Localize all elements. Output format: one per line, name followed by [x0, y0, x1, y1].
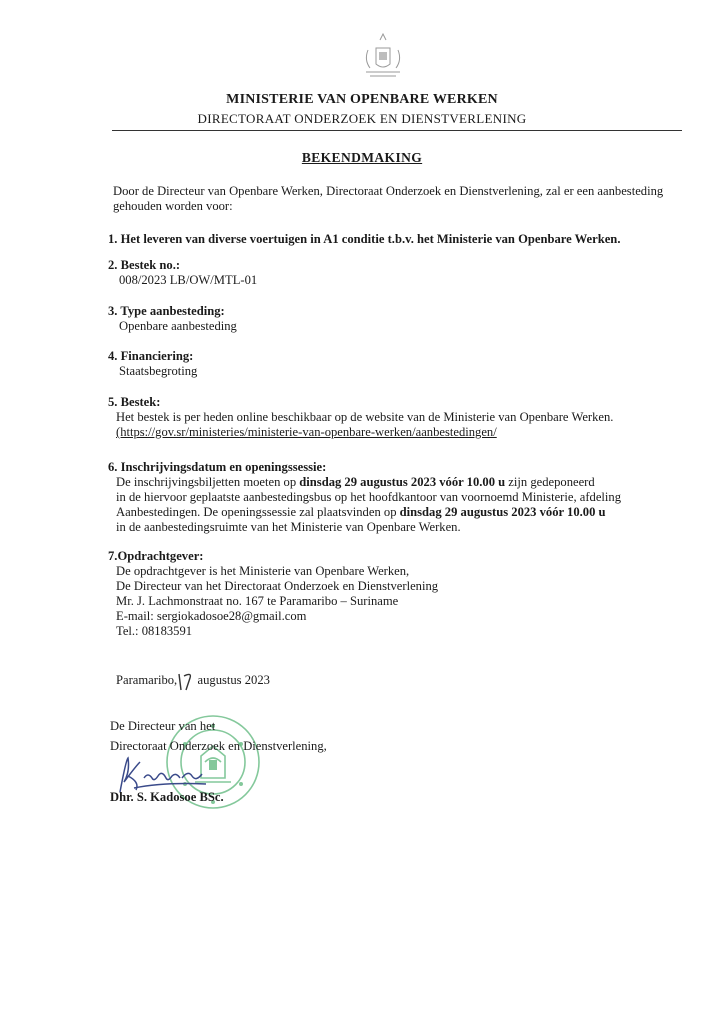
header-divider: [112, 130, 682, 131]
section-4-body: Staatsbegroting: [119, 364, 198, 378]
notice-title: BEKENDMAKING: [301, 150, 423, 165]
section-6-line-3: [108, 505, 688, 520]
section-4-financing: [108, 349, 688, 379]
section-6-text: Aanbestedingen. De openingssessie zal plaatsvinden op: [116, 505, 400, 519]
section-5-specification: [108, 395, 688, 440]
section-3-body: Openbare aanbesteding: [119, 319, 237, 333]
section-2-body: 008/2023 LB/OW/MTL-01: [119, 273, 258, 287]
place-text: Paramaribo,: [116, 673, 181, 687]
date-text: augustus 2023: [194, 673, 270, 687]
section-3-title: 3. Type aanbesteding:: [108, 304, 225, 318]
section-6-line-4: in de aanbestedingsruimte van het Ministerie van Openbare Werken.: [116, 520, 461, 534]
section-6-line-2: in de hiervoor geplaatste aanbestedingsbus op het hoofdkantoor van voornoemd Ministerie, afdeling: [116, 490, 622, 504]
section-5-body: Het bestek is per heden online beschikbaar op de website van de Ministerie van Openbare Werken.: [116, 410, 614, 424]
section-2-title: 2. Bestek no.:: [108, 258, 181, 272]
section-6-text: De inschrijvingsbiljetten moeten op: [116, 475, 300, 489]
section-7-title: 7.Opdrachtgever:: [108, 549, 204, 563]
signatory-name: Dhr. S. Kadosoe BSc.: [110, 790, 224, 804]
ministry-name: MINISTERIE VAN OPENBARE WERKEN: [226, 92, 498, 107]
notice-intro: Door de Directeur van Openbare Werken, Directoraat Onderzoek en Dienstverlening, zal er een aanbesteding gehouden worden voor:: [113, 184, 664, 213]
section-6-title: 6. Inschrijvingsdatum en openingssessie:: [108, 460, 327, 474]
handwritten-day-mark: [176, 670, 196, 694]
signatory-title-line-2: Directoraat Onderzoek en Dienstverlening,: [110, 739, 327, 753]
section-1-subject: 1. Het leveren van diverse voertuigen in A1 conditie t.b.v. het Ministerie van Openbare Werken.: [108, 232, 621, 246]
deadline-date: dinsdag 29 augustus 2023 vóór 10.00 u: [299, 475, 506, 489]
coat-of-arms-emblem: [356, 30, 410, 80]
section-7-client: [108, 549, 688, 639]
section-4-title: 4. Financiering:: [108, 349, 194, 363]
section-3-tender-type: [108, 304, 688, 334]
client-line: De Directeur van het Directoraat Onderzoek en Dienstverlening: [116, 579, 439, 593]
section-6-text: zijn gedeponeerd: [505, 475, 595, 489]
section-6-registration-date: [108, 460, 688, 535]
section-5-title: 5. Bestek:: [108, 395, 161, 409]
tender-website-link[interactable]: (https://gov.sr/ministeries/ministerie-van-openbare-werken/aanbestedingen/: [116, 425, 497, 439]
section-2-specification-number: [108, 258, 688, 288]
directorate-name: DIRECTORAAT ONDERZOEK EN DIENSTVERLENING: [197, 111, 527, 126]
client-email: E-mail: sergiokadosoe28@gmail.com: [116, 609, 307, 623]
client-line: De opdrachtgever is het Ministerie van Openbare Werken,: [116, 564, 410, 578]
section-6-line-1: [108, 475, 688, 490]
opening-date: dinsdag 29 augustus 2023 vóór 10.00 u: [399, 505, 606, 519]
signatory-title-line-1: De Directeur van het: [110, 719, 216, 733]
client-phone: Tel.: 08183591: [116, 624, 193, 638]
client-address: Mr. J. Lachmonstraat no. 167 te Paramaribo – Suriname: [116, 594, 399, 608]
